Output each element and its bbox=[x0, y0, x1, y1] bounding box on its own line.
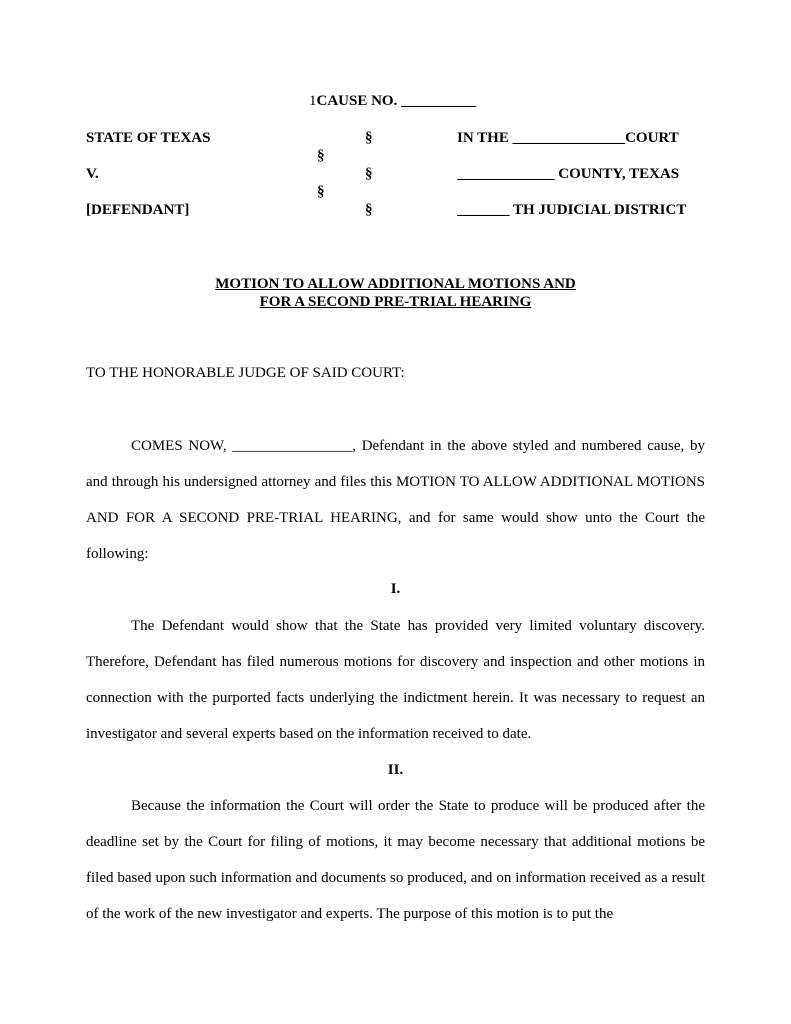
caption-court: IN THE _______________COURT bbox=[457, 130, 679, 146]
caption-defendant: [DEFENDANT] bbox=[86, 202, 190, 218]
section-symbol: § bbox=[365, 130, 373, 146]
section-symbol: § bbox=[365, 202, 373, 218]
section-symbol: § bbox=[317, 184, 325, 200]
intro-paragraph bbox=[86, 428, 705, 572]
section1-paragraph bbox=[86, 608, 705, 752]
section-symbol: § bbox=[365, 166, 373, 182]
salutation: TO THE HONORABLE JUDGE OF SAID COURT: bbox=[86, 365, 405, 381]
caption-state: STATE OF TEXAS bbox=[86, 130, 211, 146]
section2-text: Because the information the Court will order the State to produce will be produced after the deadline set by the Court for filing of motions, it may become necessary that additional motions be filed based upon such information and documents so produced, and on information received as a result of the work of the new investigator and experts. The purpose of this motion is to put the bbox=[86, 798, 705, 922]
section-heading-2: II. bbox=[387, 762, 404, 778]
intro-text: COMES NOW, ________________, Defendant in the above styled and numbered cause, by and through his undersigned attorney and files this MOTION TO ALLOW ADDITIONAL MOTIONS AND FOR A SECOND PRE-TRIAL HEARING, and for same would show unto the Court the following: bbox=[86, 438, 705, 562]
section-heading-1: I. bbox=[390, 581, 401, 597]
section1-text: The Defendant would show that the State has provided very limited voluntary discovery. Therefore, Defendant has filed numerous motions for discovery and inspection and other motions in connection with the purported facts underlying the indictment herein. It was necessary to request an investigator and several experts based on the information received to date. bbox=[86, 618, 705, 742]
cause-number: CAUSE NO. __________ bbox=[316, 93, 477, 109]
section-symbol: § bbox=[317, 148, 325, 164]
caption-district: _______ TH JUDICIAL DISTRICT bbox=[457, 202, 687, 218]
cause-number-line bbox=[309, 93, 476, 110]
caption-county: _____________ COUNTY, TEXAS bbox=[457, 166, 680, 182]
section2-paragraph bbox=[86, 788, 705, 932]
motion-title-line2: FOR A SECOND PRE-TRIAL HEARING bbox=[259, 294, 532, 310]
motion-title-line1: MOTION TO ALLOW ADDITIONAL MOTIONS AND bbox=[215, 276, 576, 292]
footnote-ref: 1 bbox=[309, 93, 317, 109]
caption-versus: V. bbox=[86, 166, 99, 182]
